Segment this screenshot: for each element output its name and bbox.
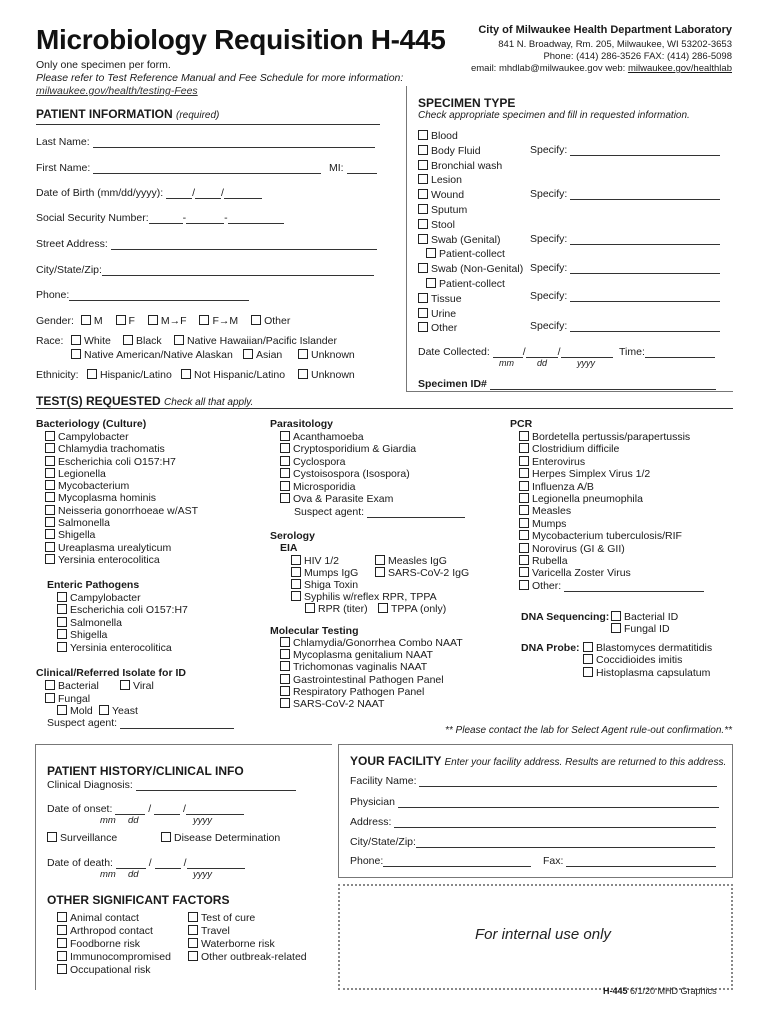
spec-swab-genital-checkbox[interactable]: Swab (Genital) — [418, 233, 523, 248]
gender-label: Gender: — [36, 315, 74, 327]
specify-tissue[interactable] — [530, 290, 720, 302]
bact-item[interactable]: Campylobacter — [45, 431, 198, 443]
bact-item[interactable]: Mycoplasma hominis — [45, 492, 198, 504]
serology-heading: Serology — [270, 530, 315, 542]
bact-item[interactable]: Legionella — [45, 468, 198, 480]
shiga-toxin-checkbox[interactable]: Shiga Toxin — [291, 579, 358, 591]
time-label: Time: — [619, 346, 645, 358]
race-white-checkbox[interactable]: White — [71, 335, 111, 347]
date-collected-mm: mm — [499, 358, 514, 368]
diagnosis-field[interactable] — [47, 779, 296, 791]
specimen-id-field[interactable] — [418, 378, 716, 390]
history-heading: PATIENT HISTORY/CLINICAL INFO — [47, 764, 244, 778]
onset-date-field[interactable]: Date of onset: / / — [47, 803, 244, 815]
dob-label: Date of Birth (mm/dd/yyyy): — [36, 187, 164, 199]
enteric-item[interactable]: Campylobacter — [57, 592, 188, 604]
spec-sputum-checkbox[interactable]: Sputum — [418, 203, 523, 218]
footer-date: 6/1/20 MHD Graphics — [630, 986, 717, 996]
factor-item[interactable]: Arthropod contact — [57, 925, 171, 938]
specify-other[interactable] — [530, 320, 720, 332]
spec-bronchial-checkbox[interactable]: Bronchial wash — [418, 159, 523, 174]
dna-bacterial-id-checkbox[interactable]: Bacterial ID — [611, 611, 678, 623]
mol-item[interactable]: Respiratory Pathogen Panel — [280, 686, 463, 698]
spec-other-checkbox[interactable]: Other — [418, 321, 523, 336]
isolate-viral-checkbox[interactable]: Viral — [120, 680, 154, 692]
facility-address-label: Address: — [350, 816, 392, 828]
patient-info-title: PATIENT INFORMATION — [36, 107, 173, 121]
date-collected-field[interactable]: Date Collected: / / — [418, 346, 613, 358]
facility-name-label: Facility Name: — [350, 775, 417, 787]
tests-title: TEST(S) REQUESTED — [36, 394, 161, 408]
physician-label: Physician — [350, 796, 395, 808]
facility-address-field[interactable] — [350, 816, 716, 828]
pcr-item[interactable]: Bordetella pertussis/parapertussis — [519, 431, 690, 443]
lab-name: City of Milwaukee Health Department Laboratory — [478, 24, 732, 36]
probe-item[interactable]: Blastomyces dermatitidis — [583, 642, 712, 654]
spec-body-fluid-checkbox[interactable]: Body Fluid — [418, 144, 523, 159]
probe-item[interactable]: Histoplasma capsulatum — [583, 667, 712, 679]
select-agent-note: ** Please contact the lab for Select Agent rule-out confirmation.** — [444, 725, 732, 736]
street-field[interactable] — [36, 238, 377, 250]
spec-blood-checkbox[interactable]: Blood — [418, 129, 523, 144]
spec-lesion-checkbox[interactable]: Lesion — [418, 173, 523, 188]
spec-stool-checkbox[interactable]: Stool — [418, 218, 523, 233]
factor-item[interactable]: Waterborne risk — [188, 938, 307, 951]
specify-swab-genital[interactable] — [530, 233, 720, 245]
city-field[interactable] — [36, 264, 374, 276]
para-item[interactable]: Cyclospora — [280, 456, 416, 468]
gender-m-checkbox[interactable]: M — [81, 315, 103, 327]
mi-field[interactable] — [329, 162, 377, 174]
probe-item[interactable]: Coccidioides imitis — [583, 654, 712, 666]
measles-igg-checkbox[interactable]: Measles IgG — [375, 555, 447, 567]
bact-item[interactable]: Neisseria gonorrhoeae w/AST — [45, 505, 198, 517]
death-yyyy: yyyy — [193, 869, 212, 880]
para-suspect-agent-field[interactable] — [294, 506, 465, 518]
tests-sub: Check all that apply. — [164, 397, 254, 408]
lab-web-link[interactable]: milwaukee.gov/healthlab — [627, 63, 732, 74]
footer — [603, 986, 717, 996]
suspect-agent-label: Suspect agent: — [47, 717, 118, 729]
spec-urine-checkbox[interactable]: Urine — [418, 307, 523, 322]
spec-nongenital-patient-collect-checkbox[interactable]: Patient-collect — [418, 277, 523, 292]
mol-item[interactable]: Trichomonas vaginalis NAAT — [280, 661, 463, 673]
pcr-item[interactable]: Norovirus (GI & GII) — [519, 543, 690, 555]
bact-item[interactable]: Chlamydia trachomatis — [45, 443, 198, 455]
specimen-list — [418, 129, 523, 336]
specify-label: Specify: — [530, 144, 568, 156]
clinical-isolate-heading: Clinical/Referred Isolate for ID — [36, 667, 186, 679]
specimen-sub: Check appropriate specimen and fill in requested information. — [418, 110, 690, 121]
specify-label: Specify: — [530, 233, 568, 245]
rpr-checkbox[interactable]: RPR (titer) — [305, 603, 368, 615]
factors-right-list — [188, 912, 307, 964]
pcr-heading: PCR — [510, 418, 533, 430]
race-nhpi-checkbox[interactable]: Native Hawaiian/Pacific Islander — [174, 335, 337, 347]
death-mm: mm — [100, 869, 116, 880]
diagnosis-label: Clinical Diagnosis: — [47, 779, 133, 791]
specify-label: Specify: — [530, 262, 568, 274]
mol-item[interactable]: Gastrointestinal Pathogen Panel — [280, 674, 463, 686]
physician-field[interactable] — [350, 796, 719, 808]
disease-determination-checkbox[interactable]: Disease Determination — [161, 832, 280, 844]
molecular-heading: Molecular Testing — [270, 625, 359, 637]
pcr-item[interactable]: Herpes Simplex Virus 1/2 — [519, 468, 690, 480]
parasitology-heading: Parasitology — [270, 418, 334, 430]
gender-fm-checkbox[interactable]: F→M — [199, 315, 238, 327]
gender-row — [36, 315, 290, 327]
bacteriology-list — [45, 431, 198, 566]
bact-item[interactable]: Ureaplasma urealyticum — [45, 542, 198, 554]
race-label: Race: — [36, 335, 64, 347]
pcr-item[interactable]: Mumps — [519, 518, 690, 530]
para-item[interactable]: Cryptosporidium & Giardia — [280, 443, 416, 455]
facility-city-label: City/State/Zip: — [350, 836, 416, 848]
facility-heading — [350, 754, 726, 768]
bact-item[interactable]: Salmonella — [45, 517, 198, 529]
spec-tissue-checkbox[interactable]: Tissue — [418, 292, 523, 307]
pcr-item[interactable]: Influenza A/B — [519, 481, 690, 493]
death-date-field[interactable]: Date of death: / / — [47, 857, 245, 869]
factor-item[interactable]: Foodborne risk — [57, 938, 171, 951]
mol-item[interactable]: Mycoplasma genitalium NAAT — [280, 649, 463, 661]
eth-unknown-checkbox[interactable]: Unknown — [298, 369, 355, 381]
pcr-other-checkbox[interactable]: Other: — [519, 580, 561, 592]
refer-link[interactable]: milwaukee.gov/health/testing-Fees — [36, 85, 198, 97]
enteric-item[interactable]: Shigella — [57, 629, 188, 641]
facility-phone-field[interactable] — [350, 855, 531, 867]
one-specimen-note: Only one specimen per form. — [36, 59, 171, 71]
specimen-heading: SPECIMEN TYPE — [418, 96, 516, 110]
facility-sub: Enter your facility address. Results are returned to this address. — [444, 757, 727, 768]
last-name-label: Last Name: — [36, 136, 90, 148]
gender-other-checkbox[interactable]: Other — [251, 315, 290, 327]
suspect-agent-label: Suspect agent: — [294, 506, 365, 518]
pcr-item[interactable]: Rubella — [519, 555, 690, 567]
enteric-heading: Enteric Pathogens — [47, 579, 140, 591]
specify-swab-non-genital[interactable] — [530, 262, 720, 274]
enteric-list — [57, 592, 188, 654]
factor-item[interactable]: Immunocompromised — [57, 951, 171, 964]
enteric-item[interactable]: Yersinia enterocolitica — [57, 642, 188, 654]
bact-item[interactable]: Shigella — [45, 529, 198, 541]
footer-form-number: H-445 — [603, 986, 628, 996]
lab-email: email: mhdlab@milwaukee.gov web: — [470, 63, 628, 74]
patient-info-heading — [36, 107, 219, 121]
spec-wound-checkbox[interactable]: Wound — [418, 188, 523, 203]
facility-fax-label: Fax: — [543, 855, 564, 867]
specify-label: Specify: — [530, 290, 568, 302]
onset-mm: mm — [100, 815, 116, 826]
specify-body-fluid[interactable] — [530, 144, 720, 156]
first-name-field[interactable] — [36, 162, 321, 174]
page-title: Microbiology Requisition H-445 — [36, 24, 446, 55]
eia-heading: EIA — [280, 542, 298, 554]
tests-heading — [36, 394, 253, 408]
pcr-item[interactable]: Mycobacterium tuberculosis/RIF — [519, 530, 690, 542]
date-collected-dd: dd — [537, 358, 548, 368]
race-asian-checkbox[interactable]: Asian — [243, 349, 282, 361]
surveillance-checkbox[interactable]: Surveillance — [47, 832, 117, 844]
pcr-other-field[interactable] — [519, 580, 704, 592]
mol-item[interactable]: SARS-CoV-2 NAAT — [280, 698, 463, 710]
isolate-yeast-checkbox[interactable]: Yeast — [99, 705, 138, 717]
mi-label: MI: — [329, 162, 344, 174]
ssn-field[interactable]: Social Security Number: - - — [36, 212, 284, 224]
pcr-item[interactable]: Measles — [519, 505, 690, 517]
street-label: Street Address: — [36, 238, 108, 250]
ssn-label: Social Security Number: — [36, 212, 149, 224]
facility-city-field[interactable] — [350, 836, 715, 848]
pcr-item[interactable]: Legionella pneumophila — [519, 493, 690, 505]
pcr-item[interactable]: Varicella Zoster Virus — [519, 567, 690, 579]
dna-fungal-id-checkbox[interactable]: Fungal ID — [611, 623, 670, 635]
race-naan-checkbox[interactable]: Native American/Native Alaskan — [71, 349, 233, 361]
hiv-checkbox[interactable]: HIV 1/2 — [291, 555, 339, 567]
specify-label: Specify: — [530, 188, 568, 200]
mumps-igg-checkbox[interactable]: Mumps IgG — [291, 567, 358, 579]
isolate-bacterial-checkbox[interactable]: Bacterial — [45, 680, 99, 692]
enteric-item[interactable]: Salmonella — [57, 617, 188, 629]
specify-wound[interactable] — [530, 188, 720, 200]
onset-label: Date of onset: — [47, 803, 113, 815]
time-field[interactable] — [619, 346, 715, 358]
onset-dd: dd — [128, 815, 139, 826]
isolate-mold-checkbox[interactable]: Mold — [57, 705, 93, 717]
eth-not-hispanic-checkbox[interactable]: Not Hispanic/Latino — [181, 369, 285, 381]
factor-item[interactable]: Travel — [188, 925, 307, 938]
factor-item[interactable]: Test of cure — [188, 912, 307, 925]
bact-item[interactable]: Mycobacterium — [45, 480, 198, 492]
race-unknown-checkbox[interactable]: Unknown — [298, 349, 355, 361]
pcr-list — [519, 431, 690, 580]
first-name-label: First Name: — [36, 162, 91, 174]
specify-label: Specify: — [530, 320, 568, 332]
lab-address: 841 N. Broadway, Rm. 205, Milwaukee, WI 53202-3653 — [498, 39, 732, 50]
mol-item[interactable]: Chlamydia/Gonorrhea Combo NAAT — [280, 637, 463, 649]
patient-info-required: (required) — [176, 110, 220, 121]
lab-contact — [471, 63, 732, 74]
sars-igg-checkbox[interactable]: SARS-CoV-2 IgG — [375, 567, 469, 579]
phone-label: Phone: — [36, 289, 70, 301]
factors-heading: OTHER SIGNIFICANT FACTORS — [47, 893, 230, 907]
facility-name-field[interactable] — [350, 775, 717, 787]
bacteriology-heading: Bacteriology (Culture) — [36, 418, 147, 430]
enteric-item[interactable]: Escherichia coli O157:H7 — [57, 604, 188, 616]
ethnicity-label: Ethnicity: — [36, 369, 79, 381]
internal-use-label: For internal use only — [475, 926, 611, 943]
para-item[interactable]: Ova & Parasite Exam — [280, 493, 416, 505]
molecular-list — [280, 637, 463, 710]
death-dd: dd — [128, 869, 139, 880]
race-black-checkbox[interactable]: Black — [123, 335, 162, 347]
facility-phone-label: Phone: — [350, 855, 384, 867]
factor-item[interactable]: Occupational risk — [57, 964, 171, 977]
factors-left-list — [57, 912, 171, 977]
syphilis-checkbox[interactable]: Syphilis w/reflex RPR, TPPA — [291, 591, 437, 603]
date-collected-yyyy: yyyy — [577, 358, 595, 368]
pcr-item[interactable]: Enterovirus — [519, 456, 690, 468]
city-label: City/State/Zip: — [36, 264, 102, 276]
isolate-fungal-checkbox[interactable]: Fungal — [45, 693, 90, 705]
death-label: Date of death: — [47, 857, 113, 869]
bact-item[interactable]: Yersinia enterocolitica — [45, 554, 198, 566]
dna-probe-label: DNA Probe: — [521, 642, 580, 654]
spec-swab-non-genital-checkbox[interactable]: Swab (Non-Genital) — [418, 262, 523, 277]
para-item[interactable]: Cystoisospora (Isospora) — [280, 468, 416, 480]
para-item[interactable]: Microsporidia — [280, 481, 416, 493]
isolate-suspect-agent-field[interactable] — [47, 717, 234, 729]
spec-genital-patient-collect-checkbox[interactable]: Patient-collect — [418, 247, 523, 262]
para-item[interactable]: Acanthamoeba — [280, 431, 416, 443]
phone-field[interactable] — [36, 289, 249, 301]
dna-probe-list — [583, 642, 712, 679]
gender-f-checkbox[interactable]: F — [116, 315, 135, 327]
pcr-item[interactable]: Clostridium difficile — [519, 443, 690, 455]
dna-sequencing-label: DNA Sequencing: — [521, 611, 610, 623]
onset-yyyy: yyyy — [193, 815, 212, 826]
factor-item[interactable]: Animal contact — [57, 912, 171, 925]
dob-field[interactable]: Date of Birth (mm/dd/yyyy): / / — [36, 187, 262, 199]
refer-note: Please refer to Test Reference Manual and Fee Schedule for more information: — [36, 72, 404, 84]
lab-phone: Phone: (414) 286-3526 FAX: (414) 286-5098 — [543, 51, 732, 62]
last-name-field[interactable] — [36, 136, 375, 148]
tppa-checkbox[interactable]: TPPA (only) — [378, 603, 446, 615]
specimen-id-label: Specimen ID# — [418, 378, 487, 390]
gender-mf-checkbox[interactable]: M→F — [148, 315, 187, 327]
bact-item[interactable]: Escherichia coli O157:H7 — [45, 456, 198, 468]
facility-title: YOUR FACILITY — [350, 754, 442, 768]
parasitology-list — [280, 431, 416, 505]
date-collected-label: Date Collected: — [418, 346, 490, 358]
facility-fax-field[interactable] — [543, 855, 716, 867]
eth-hispanic-checkbox[interactable]: Hispanic/Latino — [87, 369, 172, 381]
factor-item[interactable]: Other outbreak-related — [188, 951, 307, 964]
